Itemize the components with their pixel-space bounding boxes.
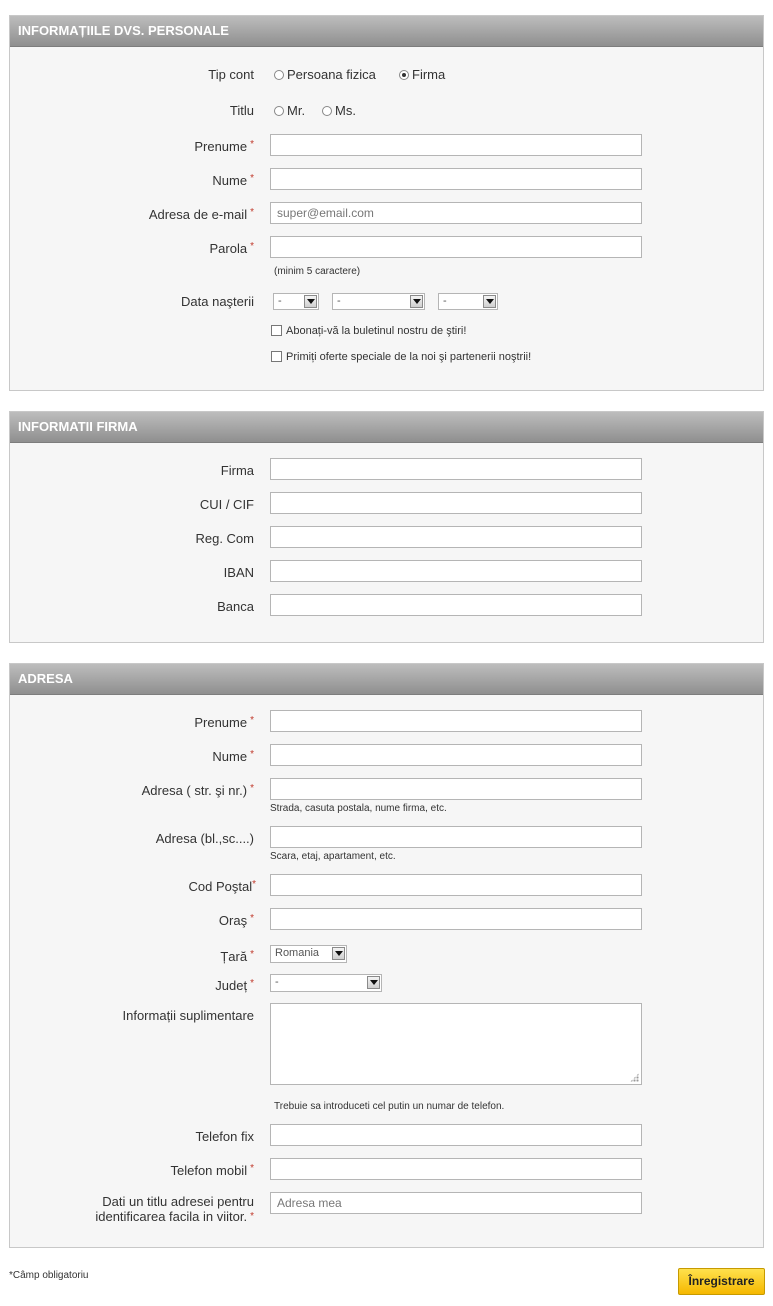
address-section: [9, 663, 764, 1248]
cui-label: CUI / CIF: [199, 497, 254, 512]
birthdate-label: Data naşterii: [181, 294, 254, 309]
street-label: Adresa ( str. şi nr.) *: [141, 783, 254, 798]
account-type-label: Tip cont: [208, 67, 254, 82]
reg-com-input[interactable]: [270, 526, 642, 548]
radio-mr[interactable]: [274, 106, 284, 116]
address-header: ADRESA: [10, 664, 763, 695]
phone-note: Trebuie sa introduceti cel putin un numar de telefon.: [274, 1101, 505, 1112]
resize-grip-icon[interactable]: [630, 1073, 639, 1082]
chevron-down-icon: [367, 976, 380, 989]
company-name-input[interactable]: [270, 458, 642, 480]
iban-input[interactable]: [270, 560, 642, 582]
building-label: Adresa (bl.,sc....): [155, 831, 254, 846]
password-label: Parola *: [209, 241, 254, 256]
country-select[interactable]: Romania: [270, 945, 347, 963]
chevron-down-icon: [410, 295, 423, 308]
extra-info-label: Informații suplimentare: [122, 1008, 254, 1023]
addr-first-name-input[interactable]: [270, 710, 642, 732]
street-input[interactable]: [270, 778, 642, 800]
company-name-label: Firma: [220, 463, 254, 478]
company-info-section: [9, 411, 764, 643]
city-label: Oraş *: [218, 913, 254, 928]
iban-label: IBAN: [223, 565, 254, 580]
bank-label: Banca: [217, 599, 254, 614]
newsletter-checkbox[interactable]: [271, 325, 282, 336]
chevron-down-icon: [332, 947, 345, 960]
birth-year-select[interactable]: -: [438, 293, 498, 310]
alias-label: Dati un titlu adresei pentru identificarea facila in viitor. *: [95, 1194, 254, 1224]
phone-fixed-label: Telefon fix: [195, 1129, 254, 1144]
salutation-ms-option[interactable]: Ms.: [322, 103, 356, 118]
street-hint: Strada, casuta postala, nume firma, etc.: [270, 803, 447, 814]
radio-company[interactable]: [399, 70, 409, 80]
account-type-company-option[interactable]: Firma: [399, 67, 445, 82]
last-name-input[interactable]: [270, 168, 642, 190]
register-button[interactable]: Înregistrare: [678, 1268, 765, 1295]
postal-code-label: Cod Poştal*: [188, 879, 256, 894]
email-label: Adresa de e-mail *: [148, 207, 254, 222]
bank-input[interactable]: [270, 594, 642, 616]
building-input[interactable]: [270, 826, 642, 848]
phone-fixed-input[interactable]: [270, 1124, 642, 1146]
first-name-label: Prenume *: [194, 139, 254, 154]
email-input[interactable]: super@email.com: [270, 202, 642, 224]
radio-individual[interactable]: [274, 70, 284, 80]
reg-com-label: Reg. Com: [195, 531, 254, 546]
phone-mobile-input[interactable]: [270, 1158, 642, 1180]
postal-code-input[interactable]: [270, 874, 642, 896]
birth-day-select[interactable]: -: [273, 293, 319, 310]
salutation-label: Titlu: [229, 103, 254, 118]
required-field-note: *Câmp obligatoriu: [9, 1270, 89, 1281]
salutation-mr-option[interactable]: Mr.: [274, 103, 305, 118]
chevron-down-icon: [483, 295, 496, 308]
county-label: Județ *: [215, 978, 254, 993]
city-input[interactable]: [270, 908, 642, 930]
account-type-individual-option[interactable]: Persoana fizica: [274, 67, 376, 82]
offers-checkbox[interactable]: [271, 351, 282, 362]
country-label: Țară *: [220, 949, 254, 964]
birth-month-select[interactable]: -: [332, 293, 425, 310]
first-name-input[interactable]: [270, 134, 642, 156]
phone-mobile-label: Telefon mobil *: [170, 1163, 254, 1178]
last-name-label: Nume *: [212, 173, 254, 188]
radio-ms[interactable]: [322, 106, 332, 116]
company-info-header: INFORMATII FIRMA: [10, 412, 763, 443]
alias-input[interactable]: Adresa mea: [270, 1192, 642, 1214]
offers-label: Primiți oferte speciale de la noi şi partenerii noştrii!: [286, 351, 532, 363]
personal-info-section: [9, 15, 764, 391]
addr-last-name-label: Nume *: [212, 749, 254, 764]
building-hint: Scara, etaj, apartament, etc.: [270, 851, 396, 862]
personal-info-header: INFORMAȚIILE DVS. PERSONALE: [10, 16, 763, 47]
addr-last-name-input[interactable]: [270, 744, 642, 766]
cui-input[interactable]: [270, 492, 642, 514]
addr-first-name-label: Prenume *: [194, 715, 254, 730]
chevron-down-icon: [304, 295, 317, 308]
password-input[interactable]: [270, 236, 642, 258]
county-select[interactable]: -: [270, 974, 382, 992]
extra-info-textarea[interactable]: [270, 1003, 642, 1085]
newsletter-label: Abonați-vă la buletinul nostru de ştiri!: [286, 325, 467, 337]
password-hint: (minim 5 caractere): [274, 266, 361, 277]
